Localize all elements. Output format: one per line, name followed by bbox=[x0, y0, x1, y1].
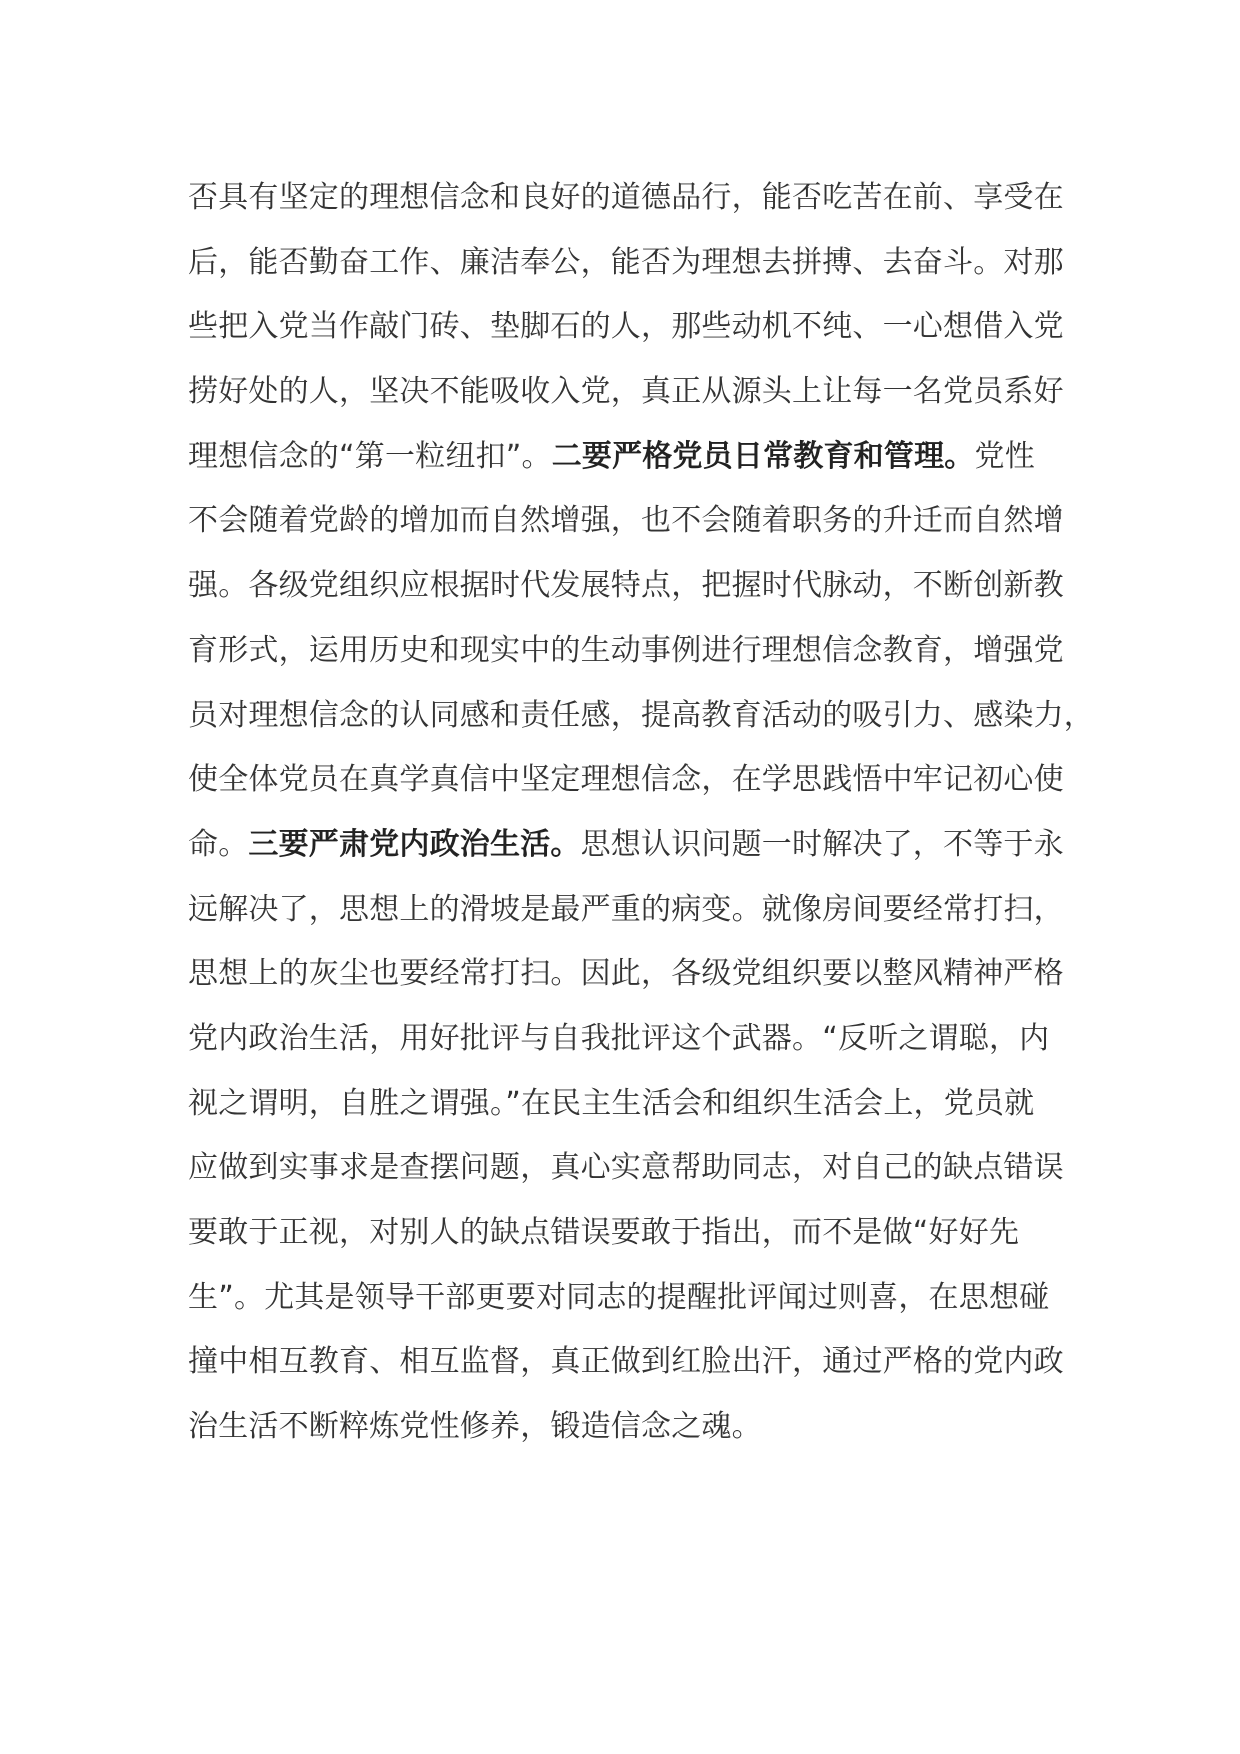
text-segment: 捞好处的人，坚决不能吸收入党，真正从源头上让每一名党员系好 bbox=[188, 374, 1064, 410]
text-line bbox=[188, 1201, 1078, 1266]
text-line bbox=[188, 489, 1078, 554]
text-line bbox=[188, 554, 1078, 619]
text-segment: 党性 bbox=[974, 438, 1035, 474]
text-segment: 应做到实事求是查摆问题，真心实意帮助同志，对自己的缺点错误 bbox=[188, 1150, 1064, 1186]
text-line bbox=[188, 295, 1078, 360]
text-segment: 育形式，运用历史和现实中的生动事例进行理想信念教育，增强党 bbox=[188, 632, 1064, 668]
text-line bbox=[188, 813, 1078, 878]
body-paragraph bbox=[188, 166, 1094, 1460]
text-line bbox=[188, 231, 1078, 296]
text-segment: 撞中相互教育、相互监督，真正做到红脸出汗，通过严格的党内政 bbox=[188, 1344, 1064, 1380]
text-line bbox=[188, 748, 1078, 813]
text-line bbox=[188, 1007, 1078, 1072]
text-segment: 党内政治生活，用好批评与自我批评这个武器。“反听之谓聪，内 bbox=[188, 1020, 1050, 1056]
text-segment: 强。各级党组织应根据时代发展特点，把握时代脉动，不断创新教 bbox=[188, 568, 1064, 604]
text-segment: 要敢于正视，对别人的缺点错误要敢于指出，而不是做“好好先 bbox=[188, 1215, 1020, 1250]
text-segment: 治生活不断粹炼党性修养，锻造信念之魂。 bbox=[188, 1409, 762, 1445]
bold-heading-segment: 三要严肃党内政治生活。 bbox=[248, 826, 581, 862]
text-segment: 否具有坚定的理想信念和良好的道德品行，能否吃苦在前、享受在 bbox=[188, 180, 1064, 215]
text-line bbox=[188, 1266, 1078, 1331]
text-line bbox=[188, 1072, 1078, 1137]
text-line bbox=[188, 166, 1078, 231]
text-segment: 理想信念的“第一粒纽扣”。 bbox=[188, 438, 552, 474]
text-line bbox=[188, 1395, 1078, 1460]
bold-heading-segment: 二要严格党员日常教育和管理。 bbox=[551, 438, 975, 474]
text-segment: 使全体党员在真学真信中坚定理想信念，在学思践悟中牢记初心使 bbox=[188, 762, 1064, 798]
text-segment: 远解决了，思想上的滑坡是最严重的病变。就像房间要经常打扫， bbox=[188, 891, 1064, 927]
text-line bbox=[188, 360, 1078, 425]
text-segment: 些把入党当作敲门砖、垫脚石的人，那些动机不纯、一心想借入党 bbox=[188, 309, 1064, 345]
text-line bbox=[188, 1136, 1078, 1201]
text-segment: 思想认识问题一时解决了，不等于永 bbox=[580, 826, 1064, 862]
text-segment: 员对理想信念的认同感和责任感，提高教育活动的吸引力、感染力， bbox=[188, 697, 1094, 733]
text-segment: 不会随着党龄的增加而自然增强，也不会随着职务的升迁而自然增 bbox=[188, 503, 1064, 539]
text-segment: 生”。尤其是领导干部更要对同志的提醒批评闻过则喜，在思想碰 bbox=[188, 1279, 1050, 1315]
text-segment: 后，能否勤奋工作、廉洁奉公，能否为理想去拼搏、去奋斗。对那 bbox=[188, 244, 1064, 280]
text-segment: 视之谓明，自胜之谓强。”在民主生活会和组织生活会上，党员就 bbox=[188, 1085, 1035, 1121]
text-line bbox=[188, 1330, 1078, 1395]
text-segment: 命。 bbox=[188, 826, 249, 862]
text-line bbox=[188, 878, 1078, 943]
text-line bbox=[188, 619, 1078, 684]
text-line bbox=[188, 684, 1094, 749]
text-line bbox=[188, 425, 1078, 490]
text-line bbox=[188, 942, 1078, 1007]
text-segment: 思想上的灰尘也要经常打扫。因此，各级党组织要以整风精神严格 bbox=[188, 956, 1064, 992]
